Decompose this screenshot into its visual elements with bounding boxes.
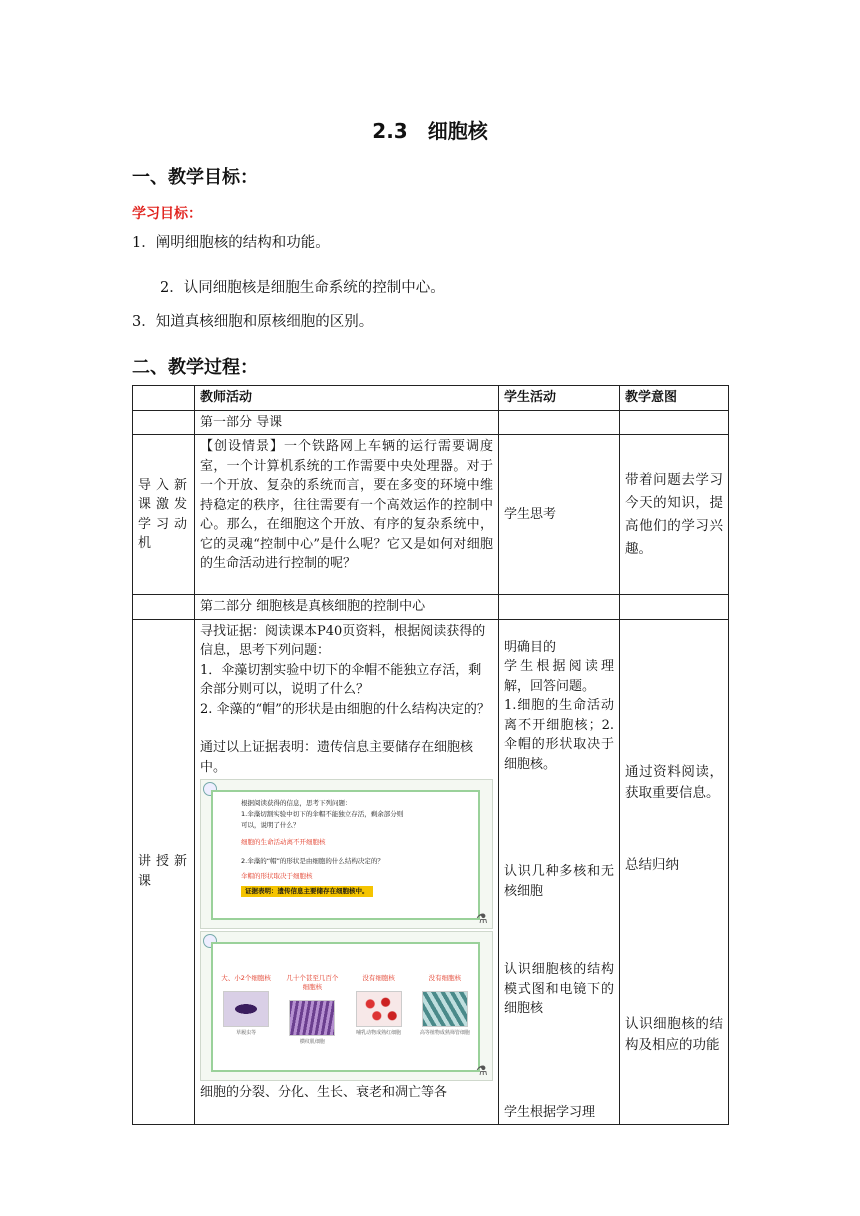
student-block-1: 明确目的 学生根据阅读理解，回答问题。 1.细胞的生命活动离不开细胞核；2.伞帽的形状取决于细胞核。 — [504, 639, 614, 772]
cell-label: 几十个甚至几百个细胞核 — [286, 974, 339, 991]
microscope-icon: ⚗ — [476, 1064, 488, 1079]
slide1-line-5: 2.伞藻的“帽”的形状是由细胞的什么结构决定的？ — [241, 857, 384, 865]
cell-card — [350, 974, 408, 1047]
teacher-line-3: 2. 伞藻的“帽”的形状是由细胞的什么结构决定的？ — [200, 701, 490, 717]
cell-card — [283, 974, 341, 1047]
part2-row — [133, 595, 729, 620]
slide-cells-screenshot — [200, 931, 493, 1081]
teacher-line-4: 通过以上证据表明：遗传信息主要储存在细胞核中。 — [200, 740, 474, 775]
cell-caption: 横纹肌细胞 — [299, 1039, 325, 1045]
teacher-tail: 细胞的分裂、分化、生长、衰老和凋亡等各 — [200, 1085, 448, 1100]
slide1-answer-2: 伞帽的形状取决于细胞核 — [241, 872, 313, 880]
header-teacher: 教师活动 — [195, 386, 499, 411]
part1-row — [133, 410, 729, 435]
lecture-row — [133, 619, 729, 1125]
objective-3: 3．知道真核细胞和原核细胞的区别。 — [132, 314, 374, 330]
intent-block-3: 认识细胞核的结构及相应的功能 — [625, 1015, 723, 1053]
paramecium-image — [223, 991, 269, 1027]
cell-caption: 哺乳动物成熟红细胞 — [356, 1030, 402, 1036]
objective-1: 1．阐明细胞核的结构和功能。 — [132, 235, 330, 251]
student-block-3: 认识细胞核的结构模式图和电镜下的细胞核 — [504, 962, 614, 1016]
intent-block-2: 总结归纳 — [625, 856, 679, 873]
slide-evidence-screenshot — [200, 779, 493, 929]
lecture-student — [499, 619, 620, 1125]
lecture-intent — [620, 619, 729, 1125]
cell-label: 大、小2个细胞核 — [221, 974, 271, 982]
intro-student: 学生思考 — [499, 435, 620, 595]
cell-label: 没有细胞核 — [362, 974, 395, 982]
slide1-line-3: 可以，说明了什么？ — [241, 821, 300, 829]
header-intent: 教学意图 — [620, 386, 729, 411]
section-heading-objectives: 一、教学目标： — [132, 167, 258, 188]
muscle-cell-image — [289, 1000, 335, 1036]
part1-label: 第一部分 导课 — [195, 410, 499, 435]
cell-card — [416, 974, 474, 1047]
cell-card — [217, 974, 275, 1047]
slide1-line-2: 1.伞藻切割实验中切下的伞帽不能独立存活，剩余部分则 — [241, 810, 404, 818]
cell-label: 没有细胞核 — [428, 974, 462, 982]
page-title: 2.3 细胞核 — [372, 119, 488, 143]
objective-2: 2．认同细胞核是细胞生命系统的控制中心。 — [160, 280, 445, 296]
table-header-row — [133, 386, 729, 411]
slide1-line-1: 根据阅读获得的信息，思考下列问题： — [241, 799, 352, 807]
sieve-tube-image — [422, 991, 468, 1027]
cell-caption: 高等植物成熟筛管细胞 — [419, 1030, 470, 1036]
student-block-4: 学生根据学习理 — [504, 1104, 596, 1120]
teacher-line-2: 1．伞藻切割实验中切下的伞帽不能独立存活，剩余部分则可以，说明了什么？ — [200, 662, 482, 697]
red-blood-cell-image — [356, 991, 402, 1027]
cell-caption: 草履虫等 — [236, 1030, 257, 1036]
lecture-label: 讲授新课 — [133, 619, 195, 1125]
intro-row — [133, 435, 729, 595]
intent-block-1: 通过资料阅读，获取重要信息。 — [625, 763, 723, 801]
intro-teacher: 【创设情景】一个铁路网上车辆的运行需要调度室，一个计算机系统的工作需要中央处理器。对于一个开放、复杂的系统而言，要在多变的环境中维持稳定的秩序，往往需要有一个高效运作的控制中心。那么，在细胞这个开放、有序的复杂系统中，它的灵魂“控制中心”是什么呢？它又是如何对细胞的生命活动进行控制的呢？ — [195, 435, 499, 595]
intro-label: 导入新课激发学习动机 — [133, 435, 195, 595]
intro-intent: 带着问题去学习今天的知识，提高他们的学习兴趣。 — [620, 435, 729, 595]
header-student: 学生活动 — [499, 386, 620, 411]
teaching-process-table — [132, 385, 729, 1125]
objectives-label: 学习目标： — [132, 206, 202, 222]
slide1-answer-1: 细胞的生命活动离不开细胞核 — [241, 838, 326, 846]
slide1-conclusion: 证据表明：遗传信息主要储存在细胞核中。 — [241, 886, 373, 897]
student-block-2: 认识几种多核和无核细胞 — [504, 864, 614, 899]
section-heading-process: 二、教学过程： — [132, 357, 258, 378]
microscope-icon: ⚗ — [476, 912, 488, 927]
header-empty — [133, 386, 195, 411]
teacher-line-1: 寻找证据：阅读课本P40页资料，根据阅读获得的信息，思考下列问题： — [200, 623, 486, 658]
lecture-teacher — [195, 619, 499, 1125]
part2-label: 第二部分 细胞核是真核细胞的控制中心 — [195, 595, 499, 620]
